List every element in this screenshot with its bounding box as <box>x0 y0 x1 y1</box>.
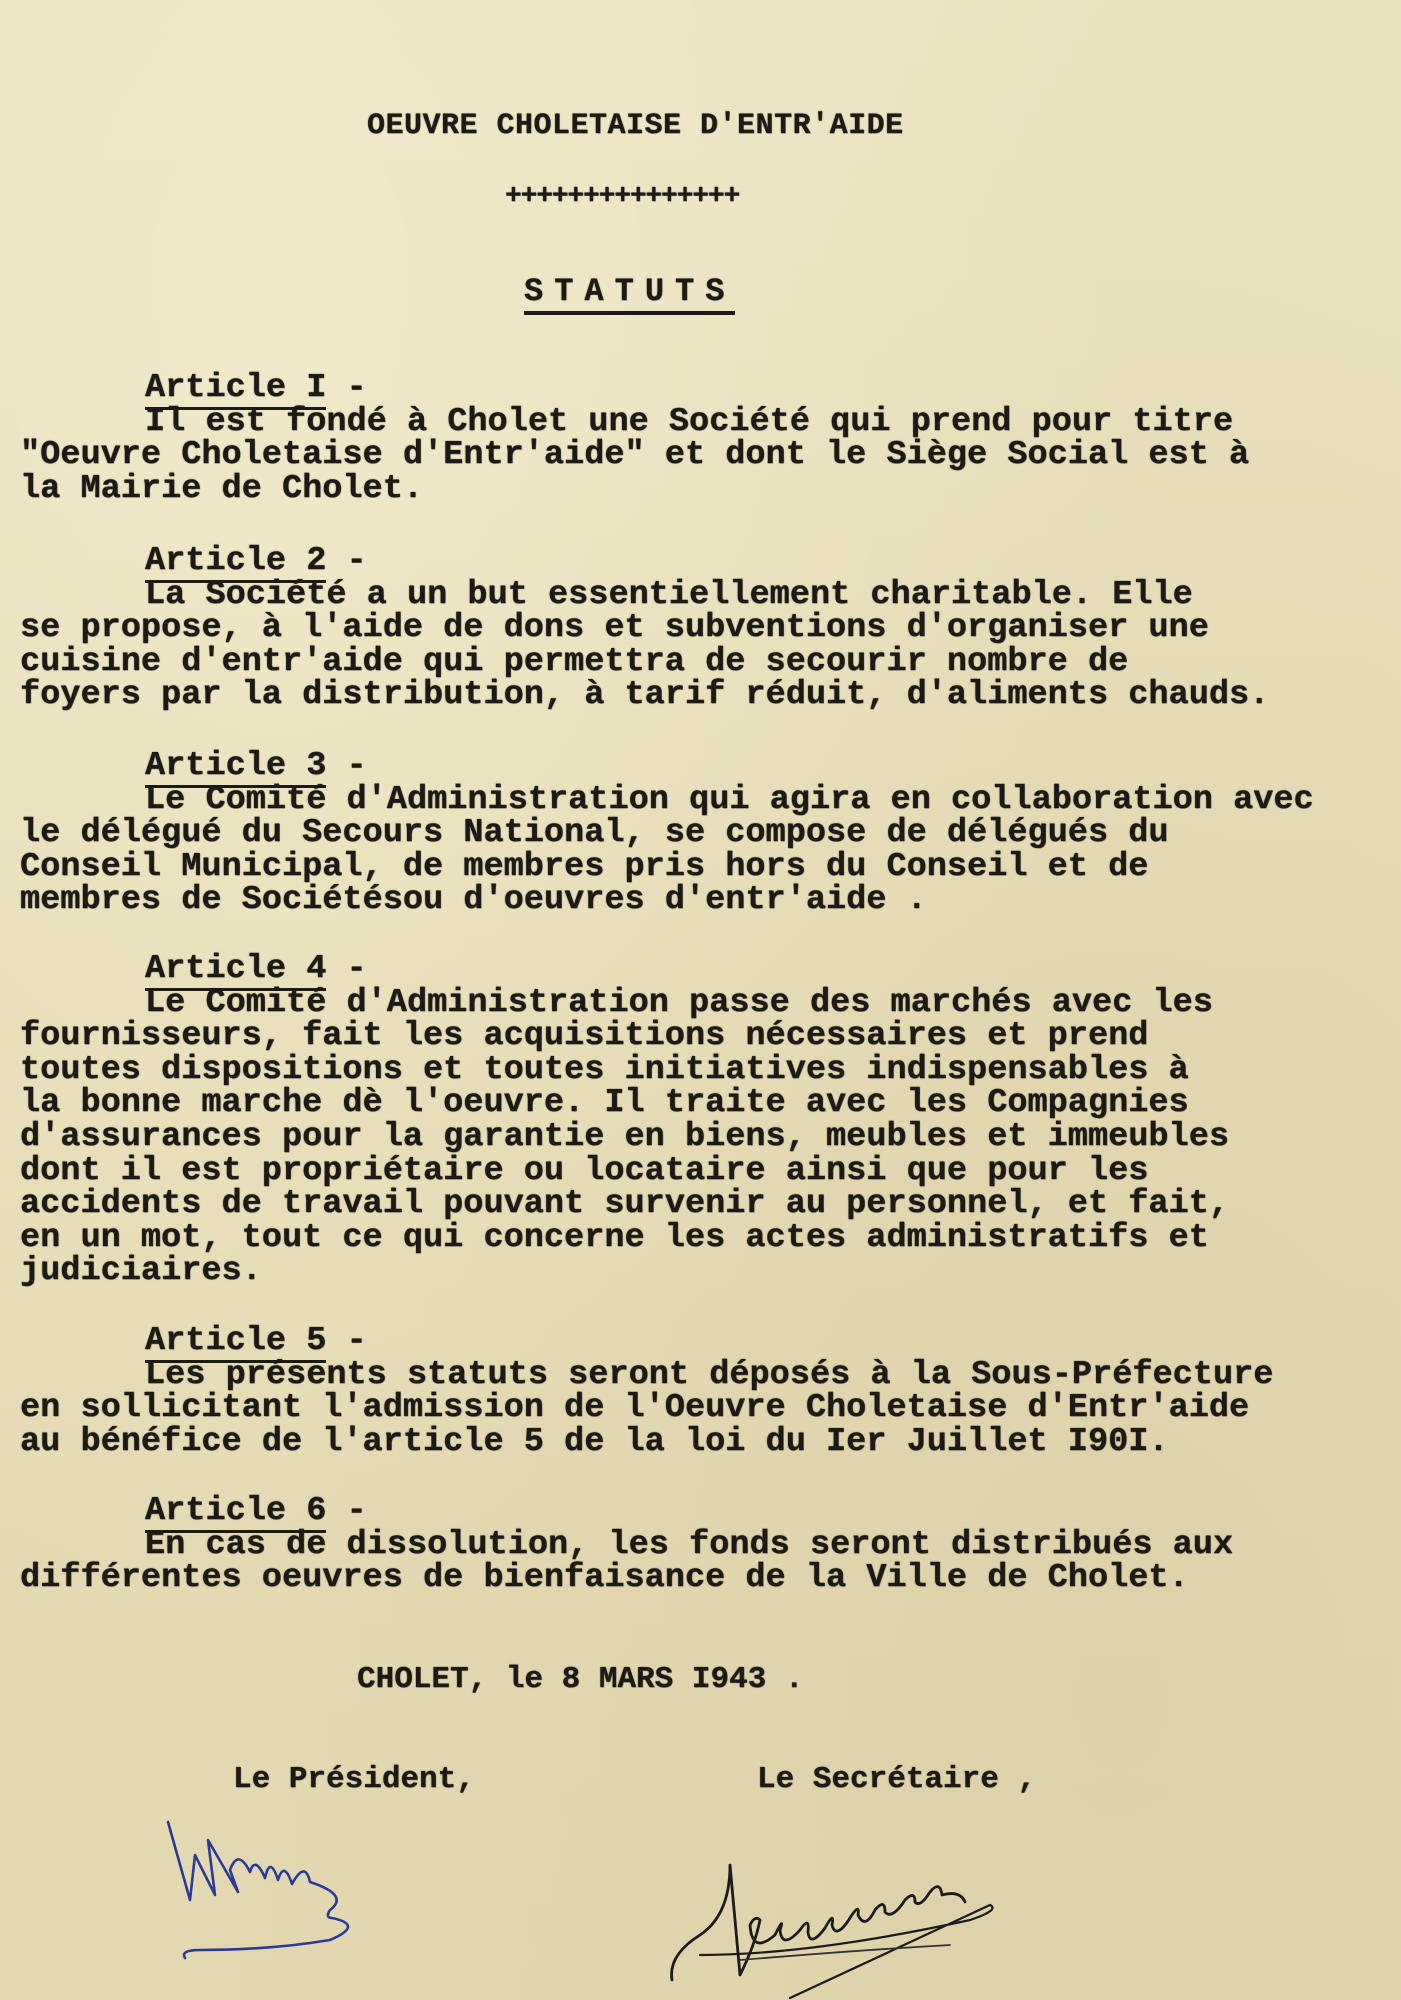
article-line: Le Comité d'Administration qui agira en collaboration avec <box>145 780 1314 819</box>
article-heading: Article I - <box>145 372 1249 406</box>
article-line: Le Comité d'Administration passe des marchés avec les <box>145 983 1213 1022</box>
article-line: au bénéfice de l'article 5 de la loi du Ier Juillet I90I. <box>20 1422 1169 1461</box>
document-title: OEUVRE CHOLETAISE D'ENTR'AIDE <box>367 109 904 143</box>
article-line: toutes dispositions et toutes initiatives indispensables à <box>20 1050 1189 1089</box>
article-2 <box>20 542 1270 715</box>
article-line: Conseil Municipal, de membres pris hors du Conseil et de <box>20 847 1149 886</box>
article-line: la Mairie de Cholet. <box>20 469 424 508</box>
article-6 <box>20 1492 1234 1598</box>
article-line: en un mot, tout ce qui concerne les actes administratifs et <box>20 1218 1209 1257</box>
president-signature <box>160 1800 500 1960</box>
article-heading: Article 3 - <box>145 750 1314 784</box>
article-line: en sollicitant l'admission de l'Oeuvre Choletaise d'Entr'aide <box>20 1389 1250 1428</box>
statuts-heading: STATUTS <box>524 275 735 315</box>
article-line: judiciaires. <box>20 1252 262 1291</box>
article-line: le délégué du Secours National, se compose de délégués du <box>20 814 1169 853</box>
article-line: dont il est propriétaire ou locataire ainsi que pour les <box>20 1151 1149 1190</box>
secretary-label: Le Secrétaire , <box>757 1762 1037 1797</box>
article-line: foyers par la distribution, à tarif réduit, d'aliments chauds. <box>20 676 1270 715</box>
article-line: se propose, à l'aide de dons et subventions d'organiser une <box>20 609 1209 648</box>
article-5 <box>20 1322 1274 1461</box>
article-line: membres de Sociétésou d'oeuvres d'entr'aide . <box>20 881 927 920</box>
article-line: la bonne marche dè l'oeuvre. Il traite avec les Compagnies <box>20 1084 1189 1123</box>
article-1 <box>20 369 1250 508</box>
article-heading: Article 4 - <box>145 953 1229 987</box>
article-4 <box>20 950 1230 1291</box>
article-line: Les présents statuts seront déposés à la Sous-Préfecture <box>145 1355 1274 1394</box>
article-line: fournisseurs, fait les acquisitions nécessaires et prend <box>20 1017 1149 1056</box>
place-date: CHOLET, le 8 MARS I943 . <box>357 1662 804 1697</box>
article-line: d'assurances pour la garantie en biens, meubles et immeubles <box>20 1117 1230 1156</box>
article-line: accidents de travail pouvant survenir au personnel, et fait, <box>20 1185 1230 1224</box>
article-line: différentes oeuvres de bienfaisance de la Ville de Cholet. <box>20 1559 1189 1598</box>
title-separator: +++++++++++++++ <box>505 181 740 212</box>
article-line: cuisine d'entr'aide qui permettra de secourir nombre de <box>20 642 1129 681</box>
secretary-signature <box>660 1860 1220 2000</box>
president-label: Le Président, <box>233 1762 475 1797</box>
article-line: Il est fondé à Cholet une Société qui prend pour titre <box>145 402 1234 441</box>
article-line: La Société a un but essentiellement charitable. Elle <box>145 575 1193 614</box>
article-heading: Article 5 - <box>145 1325 1273 1359</box>
article-heading: Article 6 - <box>145 1495 1233 1529</box>
article-heading: Article 2 - <box>145 545 1269 579</box>
article-line: "Oeuvre Choletaise d'Entr'aide" et dont le Siège Social est à <box>20 436 1250 475</box>
article-3 <box>20 747 1314 920</box>
article-line: En cas de dissolution, les fonds seront distribués aux <box>145 1525 1234 1564</box>
